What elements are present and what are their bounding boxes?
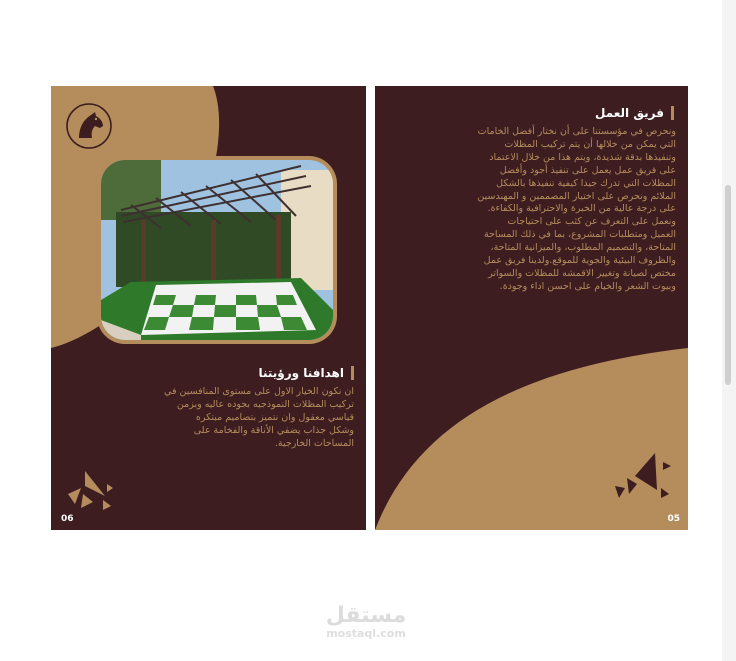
team-heading: فريق العمل	[595, 106, 674, 120]
watermark-sub: mostaql.com	[326, 627, 406, 640]
page-number: 05	[667, 514, 680, 524]
goals-paragraph: ان نكون الخيار الاول على مستوى المنافسين في تركيب المظلات النموذجيه بجوده عاليه وبزمن قياسي معقول وان نتميز بتصاميم مبتكره وشكل جذاب يضفي الأناقة والفخامة على المساحات الخارجية.	[164, 386, 354, 449]
triangles-decoration	[63, 466, 123, 516]
scrollbar-thumb[interactable]	[725, 185, 731, 385]
brochure-page-05	[375, 86, 688, 530]
horse-head-icon	[65, 102, 113, 150]
mostaql-watermark	[316, 604, 416, 640]
watermark-main: مستقل	[325, 603, 407, 628]
brochure-page-06	[51, 86, 366, 530]
photo-frame	[97, 156, 337, 344]
vertical-scrollbar[interactable]	[722, 0, 736, 661]
triangles-decoration	[607, 448, 677, 508]
page-number: 06	[61, 514, 74, 524]
team-paragraph: ونحرص في مؤسستنا على أن نختار أفضل الخامات التي يمكن من خلالها أن يتم تركيب المظلات وتنفيذها بدقة شديدة، ويتم هذا من خلال الاعتماد على فريق عمل يعمل على تنفيذ أجود وأفضل المظلات التي تدرك جيدا كيفية تنفيذها بالشكل الملائم ونحرص على اختيار المصممين و المهندسين على درجة عالية من الخبرة والاحترافية والكفاءة. ونعمل على التعرف عن كثب على احتياجات العميل ومتطلبات المشروع، بما في ذلك المساحة المتاحة، والتصميم المطلوب، والميزانية المتاحة، والظروف البيئية والجوية للموقع.ولدينا فريق عمل مختص لصيانة وتغيير الاقمشه للمظلات والسواتر وبيوت الشعر والخيام على احسن اداء وجودة.	[477, 126, 676, 292]
goals-heading: اهدافنا ورؤيتنا	[258, 366, 354, 380]
pergola-photo	[101, 160, 333, 340]
logo	[65, 102, 113, 150]
